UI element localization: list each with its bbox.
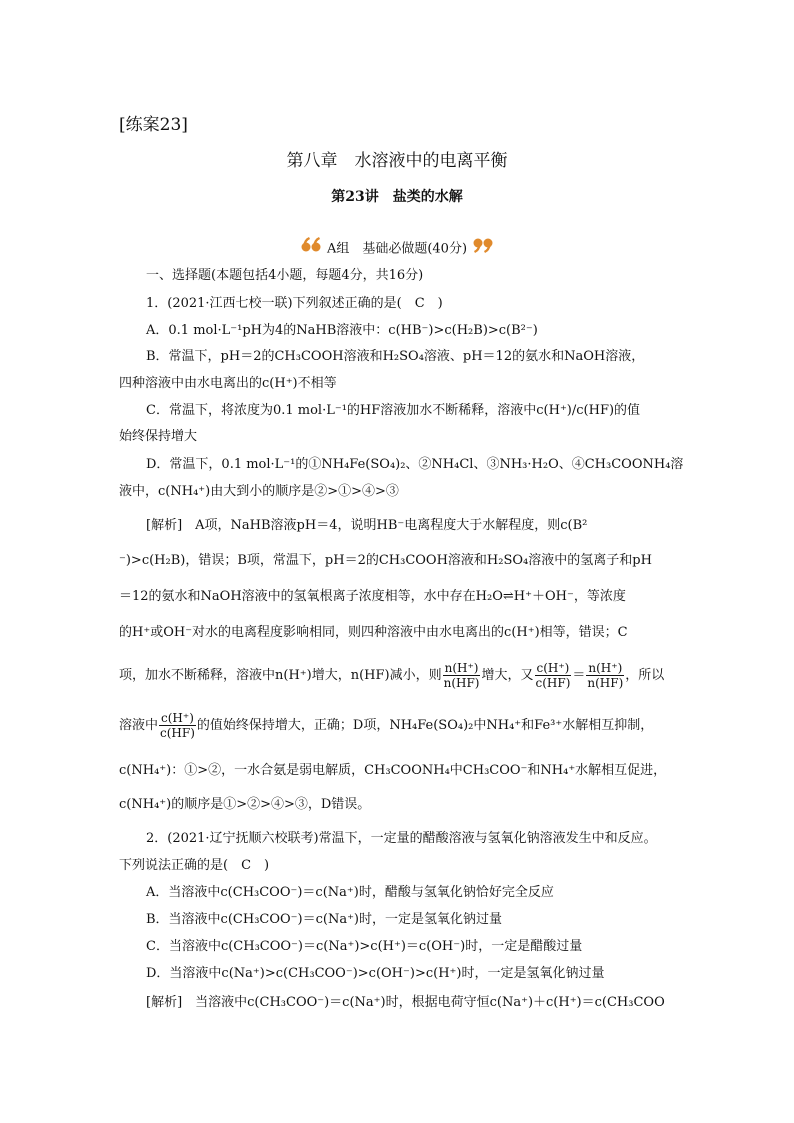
- section-title: 一、选择题(本题包括4小题，每题4分，共16分): [146, 268, 424, 283]
- open-quote-icon: [301, 236, 323, 258]
- chapter-title: 第八章 水溶液中的电离平衡: [286, 151, 508, 171]
- q1-explanation-line5: [119, 658, 664, 694]
- fraction-numerator: n(H⁺): [588, 661, 623, 675]
- q1-explanation-line6: [119, 708, 653, 744]
- fraction-nH-over-nHF: [443, 661, 481, 690]
- q1-x5-text-b: 增大，又: [481, 668, 534, 683]
- fraction-numerator: c(H⁺): [536, 661, 570, 675]
- q1-option-b-line2: 四种溶液中由水电离出的c(H⁺)不相等: [119, 376, 337, 391]
- q1-x5-text-c: ＝: [572, 668, 586, 683]
- fraction-denominator: n(HF): [587, 676, 624, 690]
- q1-x5-text-d: ，所以: [625, 668, 665, 683]
- q1-explanation-line2: ⁻)>c(H₂B)，错误；B项，常温下，pH＝2的CH₃COOH溶液和H₂SO₄溶液中的氢离子和pH: [119, 553, 652, 568]
- q1-explanation-line3: ＝12的氨水和NaOH溶液中的氢氧根离子浓度相等，水中存在H₂O⇌H⁺＋OH⁻，等浓度: [119, 589, 626, 604]
- close-quote-icon: [471, 236, 493, 258]
- q2-option-b: B．当溶液中c(CH₃COO⁻)＝c(Na⁺)时，一定是氢氧化钠过量: [146, 912, 503, 927]
- q1-x5-text-a: 项，加水不断稀释，溶液中n(H⁺)增大，n(HF)减小，则: [119, 668, 442, 683]
- fraction-cH-over-cHF: [535, 661, 572, 690]
- q1-explanation-line8: c(NH₄⁺)的顺序是①>②>④>③，D错误。: [119, 797, 371, 812]
- q2-option-c: C．当溶液中c(CH₃COO⁻)＝c(Na⁺)>c(H⁺)＝c(OH⁻)时，一定是醋酸过量: [146, 939, 583, 954]
- q1-x6-text-a: 溶液中: [119, 718, 159, 733]
- fraction-cH-over-cHF-2: [159, 711, 196, 740]
- fraction-denominator: n(HF): [443, 676, 480, 690]
- q1-option-c-line1: C．常温下，将浓度为0.1 mol·L⁻¹的HF溶液加水不断稀释，溶液中c(H⁺)/c(HF)的值: [146, 403, 641, 418]
- q2-stem-line2: 下列说法正确的是( C ): [119, 858, 270, 873]
- fraction-nH-over-nHF-2: [586, 661, 624, 690]
- fraction-denominator: c(HF): [535, 676, 571, 690]
- q2-explanation-line1: [解析] 当溶液中c(CH₃COO⁻)＝c(Na⁺)时，根据电荷守恒c(Na⁺)＋c(H⁺)＝c(CH₃COO: [146, 995, 665, 1010]
- exercise-tag: [练案23]: [119, 115, 188, 135]
- fraction-denominator: c(HF): [160, 726, 195, 740]
- q1-option-b-line1: B．常温下，pH＝2的CH₃COOH溶液和H₂SO₄溶液、pH＝12的氨水和NaOH溶液，: [146, 349, 645, 364]
- group-label: A组 基础必做题(40分): [326, 241, 468, 257]
- lecture-title: 第23讲 盐类的水解: [331, 189, 463, 205]
- q2-option-d: D．当溶液中c(Na⁺)>c(CH₃COO⁻)>c(OH⁻)>c(H⁺)时，一定是氢氧化钠过量: [146, 966, 605, 981]
- q1-option-d-line2: 液中，c(NH₄⁺)由大到小的顺序是②>①>④>③: [119, 484, 399, 499]
- q1-option-d-line1: D．常温下，0.1 mol·L⁻¹的①NH₄Fe(SO₄)₂、②NH₄Cl、③NH₃·H₂O、④CH₃COONH₄溶: [146, 457, 684, 472]
- q1-stem: 1．(2021·江西七校一联)下列叙述正确的是( C ): [146, 296, 443, 311]
- q1-explanation-line7: c(NH₄⁺)：①>②，一水合氨是弱电解质，CH₃COONH₄中CH₃COO⁻和NH₄⁺水解相互促进，: [119, 763, 667, 778]
- q1-x6-text-b: 的值始终保持增大，正确；D项，NH₄Fe(SO₄)₂中NH₄⁺和Fe³⁺水解相互抑制，: [196, 718, 654, 733]
- q2-stem-line1: 2．(2021·辽宁抚顺六校联考)常温下，一定量的醋酸溶液与氢氧化钠溶液发生中和反应。: [146, 831, 657, 846]
- group-heading: [0, 236, 794, 258]
- q1-option-c-line2: 始终保持增大: [119, 429, 198, 444]
- fraction-numerator: n(H⁺): [444, 661, 479, 675]
- q1-option-a: A．0.1 mol·L⁻¹pH为4的NaHB溶液中：c(HB⁻)>c(H₂B)>c(B²⁻): [146, 323, 538, 338]
- fraction-numerator: c(H⁺): [161, 711, 194, 725]
- q1-explanation-line1: [解析] A项，NaHB溶液pH＝4，说明HB⁻电离程度大于水解程度，则c(B²: [146, 518, 588, 533]
- q2-option-a: A．当溶液中c(CH₃COO⁻)＝c(Na⁺)时，醋酸与氢氧化钠恰好完全反应: [146, 885, 554, 900]
- q1-explanation-line4: 的H⁺或OH⁻对水的电离程度影响相同，则四种溶液中由水电离出的c(H⁺)相等，错误；C: [119, 625, 628, 640]
